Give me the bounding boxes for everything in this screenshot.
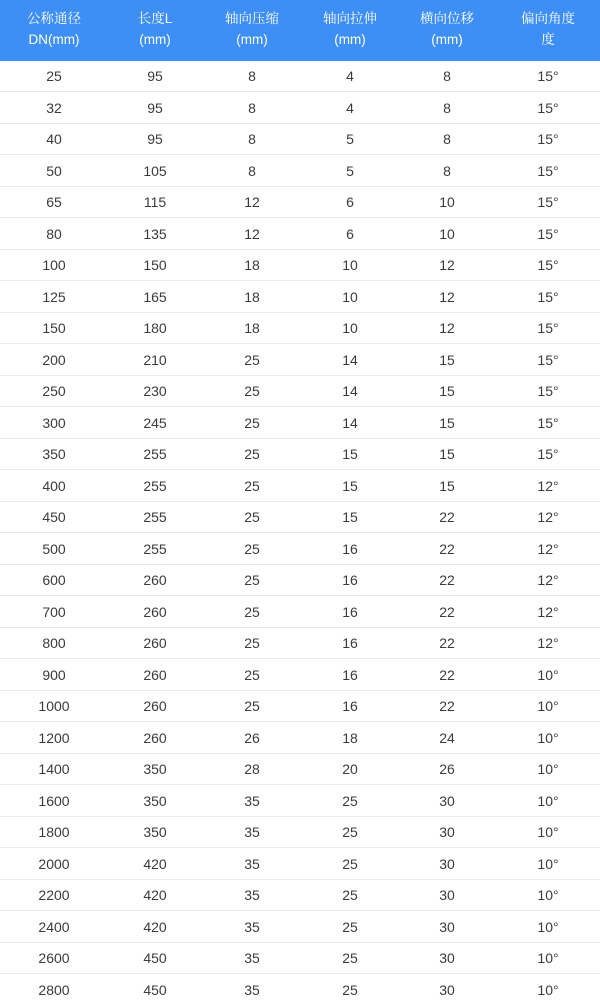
table-cell: 14 <box>302 407 398 439</box>
table-cell: 50 <box>0 155 108 187</box>
table-cell: 165 <box>108 281 202 313</box>
table-cell: 26 <box>398 753 496 785</box>
table-row <box>0 879 600 911</box>
table-cell: 18 <box>202 249 302 281</box>
table-cell: 1400 <box>0 753 108 785</box>
table-row <box>0 186 600 218</box>
header-line-2: (mm) <box>236 31 268 47</box>
table-cell: 15° <box>496 249 600 281</box>
table-header <box>0 0 600 61</box>
table-cell: 35 <box>244 981 260 998</box>
table-cell: 10° <box>496 785 600 817</box>
table-cell: 16 <box>302 564 398 596</box>
table-cell: 30 <box>398 816 496 848</box>
table-row <box>0 249 600 281</box>
header-row <box>0 0 600 61</box>
table-cell: 22 <box>398 533 496 565</box>
header-line-1: 长度L <box>137 11 173 26</box>
table-row <box>0 659 600 691</box>
table-cell: 25 <box>202 501 302 533</box>
table-cell: 8 <box>398 155 496 187</box>
column-header-lateral-displacement <box>398 0 496 61</box>
table-cell: 25 <box>202 438 302 470</box>
table-row <box>0 407 600 439</box>
table-cell: 2800 <box>38 981 70 998</box>
table-cell: 25 <box>202 627 302 659</box>
header-line-1: 偏向角度 <box>521 11 575 26</box>
table-cell: 18 <box>302 722 398 754</box>
table-cell: 25 <box>202 596 302 628</box>
column-header-axial-extension <box>302 0 398 61</box>
header-line-1: 公称通径 <box>27 11 81 26</box>
table-cell: 125 <box>0 281 108 313</box>
table-cell: 420 <box>108 848 202 880</box>
header-line-2: (mm) <box>431 31 463 47</box>
table-cell: 260 <box>108 690 202 722</box>
table-cell: 14 <box>302 344 398 376</box>
table-cell: 12° <box>496 596 600 628</box>
table-cell: 10 <box>302 312 398 344</box>
table-cell: 35 <box>202 942 302 974</box>
table-cell: 260 <box>108 564 202 596</box>
table-cell: 35 <box>202 879 302 911</box>
table-cell: 15° <box>496 312 600 344</box>
table-row <box>0 848 600 880</box>
table-cell: 600 <box>0 564 108 596</box>
table-row <box>0 785 600 817</box>
table-row <box>0 470 600 502</box>
table-cell: 8 <box>202 92 302 124</box>
table-cell: 260 <box>108 659 202 691</box>
table-cell: 10° <box>496 659 600 691</box>
table-cell: 16 <box>302 690 398 722</box>
table-cell: 15 <box>398 344 496 376</box>
table-cell: 350 <box>108 816 202 848</box>
header-line-2: 度 <box>541 31 555 47</box>
table-cell: 210 <box>108 344 202 376</box>
table-cell: 30 <box>439 981 455 998</box>
table-cell: 30 <box>398 942 496 974</box>
table-cell: 95 <box>108 92 202 124</box>
table-cell: 16 <box>302 533 398 565</box>
table-cell: 450 <box>0 501 108 533</box>
column-header-deflection-angle <box>496 0 600 61</box>
table-cell: 105 <box>108 155 202 187</box>
table-cell: 25 <box>202 375 302 407</box>
table-cell: 10° <box>496 753 600 785</box>
table-cell: 350 <box>108 785 202 817</box>
table-cell: 15° <box>496 155 600 187</box>
table-body <box>0 61 600 1005</box>
table-cell: 25 <box>202 344 302 376</box>
table-cell: 22 <box>398 564 496 596</box>
table-cell: 15 <box>302 438 398 470</box>
table-row <box>0 375 600 407</box>
table-cell: 10 <box>398 218 496 250</box>
table-cell: 25 <box>302 785 398 817</box>
table-cell: 350 <box>108 753 202 785</box>
table-cell: 150 <box>108 249 202 281</box>
table-cell: 80 <box>0 218 108 250</box>
table-cell: 6 <box>302 186 398 218</box>
table-cell: 15 <box>398 438 496 470</box>
table-cell: 24 <box>398 722 496 754</box>
header-line-2: (mm) <box>139 31 171 47</box>
table-cell: 800 <box>0 627 108 659</box>
table-cell: 25 <box>302 848 398 880</box>
table-cell: 450 <box>143 981 167 998</box>
table-cell: 28 <box>202 753 302 785</box>
table-cell: 2600 <box>0 942 108 974</box>
table-cell: 135 <box>108 218 202 250</box>
table-row <box>0 501 600 533</box>
table-cell: 22 <box>398 659 496 691</box>
table-cell: 420 <box>108 911 202 943</box>
table-cell: 350 <box>0 438 108 470</box>
table-row <box>0 816 600 848</box>
column-header-axial-compression <box>202 0 302 61</box>
table-cell: 15° <box>496 407 600 439</box>
header-line-1: 横向位移 <box>420 11 474 26</box>
table-cell: 10° <box>496 848 600 880</box>
table-cell: 25 <box>202 659 302 691</box>
table-cell: 30 <box>398 911 496 943</box>
table-cell: 22 <box>398 627 496 659</box>
table-cell: 25 <box>202 564 302 596</box>
table-cell: 95 <box>108 123 202 155</box>
table-cell: 250 <box>0 375 108 407</box>
table-cell: 100 <box>0 249 108 281</box>
table-cell: 8 <box>202 61 302 92</box>
table-cell: 2200 <box>0 879 108 911</box>
column-header-length <box>108 0 202 61</box>
table-row <box>0 974 600 1005</box>
table-cell: 22 <box>398 596 496 628</box>
column-header-nominal-diameter <box>0 0 108 61</box>
table-cell: 35 <box>202 785 302 817</box>
table-cell: 16 <box>302 596 398 628</box>
table-cell: 15 <box>302 470 398 502</box>
table-cell: 15° <box>496 61 600 92</box>
table-cell: 260 <box>108 627 202 659</box>
table-cell: 25 <box>302 911 398 943</box>
table-cell: 1200 <box>0 722 108 754</box>
table-cell: 8 <box>398 123 496 155</box>
table-row <box>0 942 600 974</box>
table-cell: 25 <box>0 61 108 92</box>
table-cell: 400 <box>0 470 108 502</box>
table-cell: 255 <box>108 533 202 565</box>
table-cell: 4 <box>302 92 398 124</box>
table-row <box>0 438 600 470</box>
table-cell: 10° <box>496 911 600 943</box>
table-cell: 35 <box>202 911 302 943</box>
table-cell: 2400 <box>0 911 108 943</box>
table-row <box>0 281 600 313</box>
table-cell: 1600 <box>0 785 108 817</box>
table-cell: 5 <box>302 155 398 187</box>
table-cell: 14 <box>302 375 398 407</box>
table-row <box>0 533 600 565</box>
table-cell: 30 <box>398 785 496 817</box>
table-cell: 22 <box>398 501 496 533</box>
header-line-2: (mm) <box>334 31 366 47</box>
table-cell: 12° <box>496 470 600 502</box>
table-row <box>0 155 600 187</box>
table-cell: 245 <box>108 407 202 439</box>
table-row <box>0 312 600 344</box>
table-cell: 25 <box>302 942 398 974</box>
table-cell: 15° <box>496 218 600 250</box>
table-cell: 10° <box>496 942 600 974</box>
table-row <box>0 911 600 943</box>
table-cell: 1000 <box>0 690 108 722</box>
table-cell: 12 <box>202 218 302 250</box>
table-cell: 4 <box>302 61 398 92</box>
table-cell: 10° <box>496 690 600 722</box>
header-line-2: DN(mm) <box>28 31 80 47</box>
table-cell: 8 <box>398 92 496 124</box>
table-cell: 25 <box>202 533 302 565</box>
table-cell: 150 <box>0 312 108 344</box>
table-cell: 25 <box>302 879 398 911</box>
table-cell: 180 <box>108 312 202 344</box>
table-cell: 25 <box>302 816 398 848</box>
table-cell: 420 <box>108 879 202 911</box>
table-cell: 32 <box>0 92 108 124</box>
table-cell: 230 <box>108 375 202 407</box>
table-cell: 16 <box>302 659 398 691</box>
table-cell: 12° <box>496 533 600 565</box>
table-cell: 18 <box>202 312 302 344</box>
table-cell: 5 <box>302 123 398 155</box>
table-cell: 500 <box>0 533 108 565</box>
table-cell: 10° <box>496 879 600 911</box>
table-cell: 8 <box>202 155 302 187</box>
table-cell: 26 <box>202 722 302 754</box>
table-cell: 15° <box>496 92 600 124</box>
table-row <box>0 564 600 596</box>
table-cell: 15 <box>398 470 496 502</box>
table-cell: 20 <box>302 753 398 785</box>
header-line-1: 轴向压缩 <box>225 11 279 26</box>
table-cell: 15° <box>496 186 600 218</box>
table-cell: 200 <box>0 344 108 376</box>
table-row <box>0 753 600 785</box>
table-cell: 12 <box>202 186 302 218</box>
table-cell: 65 <box>0 186 108 218</box>
table-cell: 8 <box>398 61 496 92</box>
table-cell: 15° <box>496 344 600 376</box>
table-cell: 12 <box>398 249 496 281</box>
table-cell: 15 <box>302 501 398 533</box>
table-cell: 35 <box>202 816 302 848</box>
table-cell: 15 <box>398 375 496 407</box>
table-cell: 30 <box>398 879 496 911</box>
table-cell: 10° <box>496 722 600 754</box>
table-cell: 10 <box>302 249 398 281</box>
table-cell: 15° <box>496 375 600 407</box>
table-row <box>0 344 600 376</box>
table-row <box>0 123 600 155</box>
table-cell: 255 <box>108 438 202 470</box>
table-cell: 255 <box>108 470 202 502</box>
table-cell: 2000 <box>0 848 108 880</box>
table-row <box>0 92 600 124</box>
table-cell: 115 <box>108 186 202 218</box>
table-cell: 40 <box>0 123 108 155</box>
table-cell: 12° <box>496 627 600 659</box>
table-cell: 10 <box>302 281 398 313</box>
table-cell: 10 <box>398 186 496 218</box>
table-cell: 10° <box>537 981 559 998</box>
table-row <box>0 722 600 754</box>
table-cell: 8 <box>202 123 302 155</box>
table-cell: 16 <box>302 627 398 659</box>
table-cell: 300 <box>0 407 108 439</box>
table-cell: 15 <box>398 407 496 439</box>
table-cell: 255 <box>108 501 202 533</box>
table-cell: 10° <box>496 816 600 848</box>
table-cell: 95 <box>108 61 202 92</box>
table-cell: 25 <box>202 407 302 439</box>
table-cell: 900 <box>0 659 108 691</box>
table-row <box>0 218 600 250</box>
table-cell: 25 <box>342 981 358 998</box>
table-cell: 12 <box>398 281 496 313</box>
header-line-1: 轴向拉伸 <box>323 11 377 26</box>
table-cell: 18 <box>202 281 302 313</box>
table-cell: 12 <box>398 312 496 344</box>
table-cell: 1800 <box>0 816 108 848</box>
table-cell: 22 <box>398 690 496 722</box>
table-cell: 260 <box>108 596 202 628</box>
table-row <box>0 61 600 92</box>
table-cell: 700 <box>0 596 108 628</box>
table-row <box>0 596 600 628</box>
table-cell: 260 <box>108 722 202 754</box>
table-cell: 30 <box>398 848 496 880</box>
table-cell: 15° <box>496 438 600 470</box>
table-cell: 25 <box>202 470 302 502</box>
table-cell: 450 <box>108 942 202 974</box>
table-cell: 12° <box>496 501 600 533</box>
table-cell: 6 <box>302 218 398 250</box>
table-row <box>0 690 600 722</box>
table-cell: 15° <box>496 281 600 313</box>
table-cell: 25 <box>202 690 302 722</box>
table-cell: 35 <box>202 848 302 880</box>
table-cell: 12° <box>496 564 600 596</box>
table-row <box>0 627 600 659</box>
table-cell: 15° <box>496 123 600 155</box>
